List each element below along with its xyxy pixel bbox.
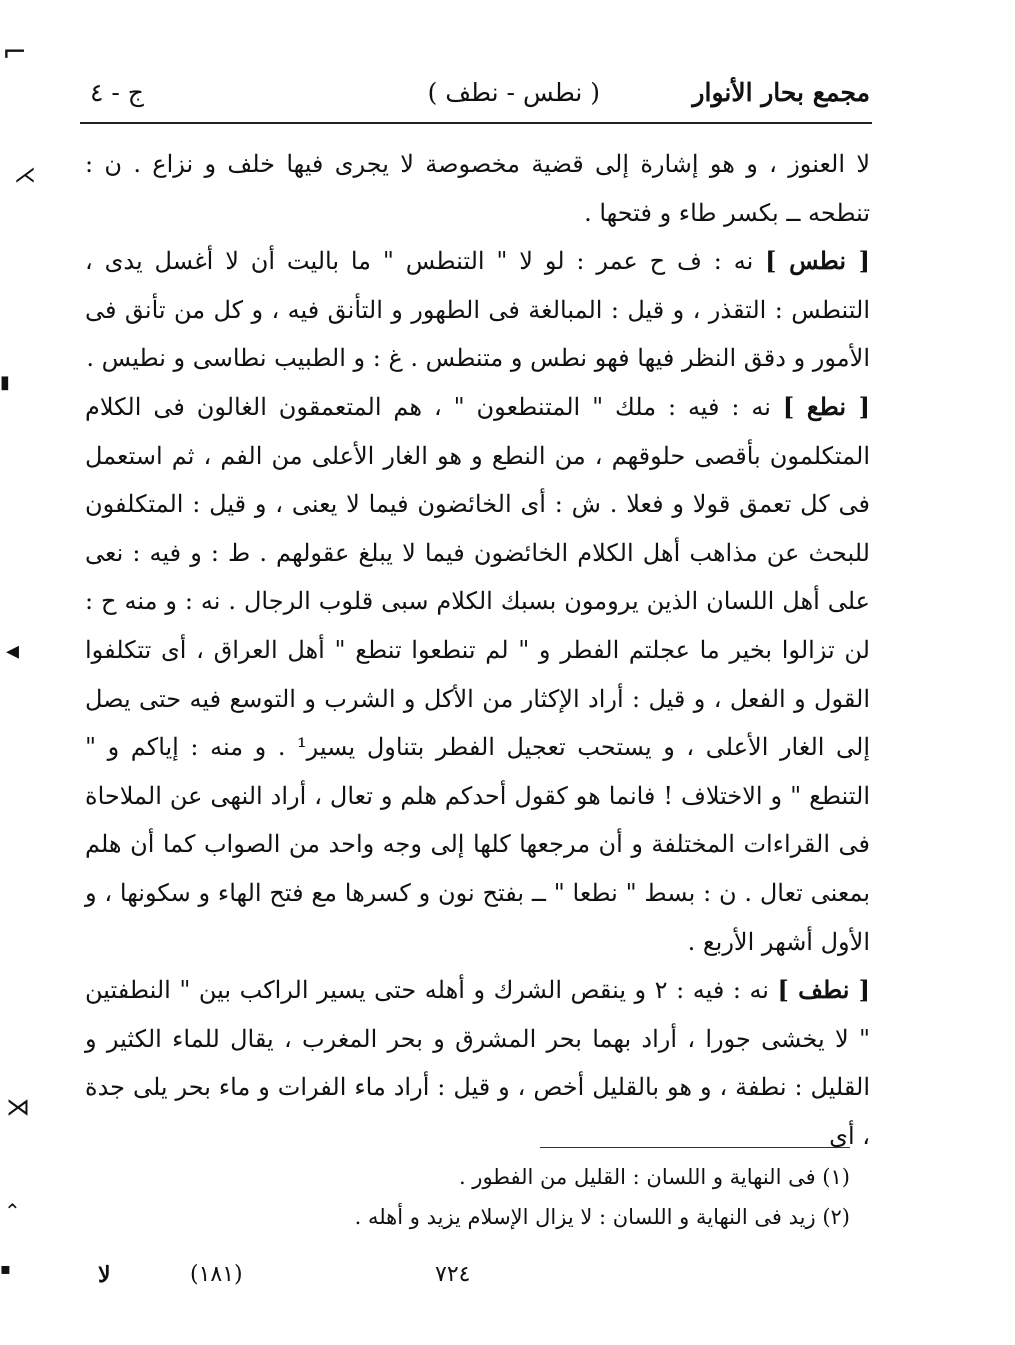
footnote-rule [540,1147,850,1148]
main-text [85,140,870,1160]
header-rule [80,122,872,124]
footnotes [85,1157,850,1237]
entry-nat [85,383,870,966]
volume-number: ج - ٤ [90,78,144,107]
entry-heading: [ نطع ] [782,391,870,421]
margin-mark-icon: ▪ [0,1259,11,1278]
signature-mark: لا [98,1262,111,1288]
entry-natf [85,966,870,1160]
margin-mark-icon: ⋌ [14,163,36,188]
entry-text: نه : فيه : ٢ و ينقص الشرك و أهله حتى يسير الراكب بين " النطفتين " لا يخشى جورا ، أراد بهما بحر المشرق و بحر المغرب ، يقال للماء الكثير و القليل : نطفة ، و هو بالقليل أخص ، و قيل : أراد ماء الفرات و ماء بحر يلى جدة ، أى [85,976,870,1150]
section-number: (١٨١) [190,1262,243,1287]
entry-heading: [ نطف ] [777,975,870,1005]
entry-nats [85,237,870,383]
paragraph-continuation: لا العنوز ، و هو إشارة إلى قضية مخصوصة لا يجرى فيها خلف و نزاع . ن : تنطحه ــ بكسر طاء و فتحها . [85,150,871,227]
footnote-1: (١) فى النهاية و اللسان : القليل من الفطور . [458,1165,850,1189]
entry-range: ( نطس - نطف ) [427,78,600,107]
entry-text: نه : فيه : ملك " المتنطعون " ، هم المتعمقون الغالون فى الكلام المتكلمون بأقصى حلوقهم ، من النطع و هو الغار الأعلى من الفم ، ثم استعمل فى كل تعمق قولا و فعلا . ش : أى الخائضون فيما لا يعنى ، و قيل : المتكلفون للبحث عن مذاهب أهل الكلام الخائضون فيما لا يبلغ عقولهم . ط : و فيه : نعى على أهل اللسان الذين يرومون بسبك الكلام سبى قلوب الرجال . نه : و منه ح : لن تزالوا بخير ما عجلتم الفطر و " لم تنطعوا تنطع " أهل العراق ، أى تتكلفوا القول و الفعل ، و قيل : أراد الإكثار من الأكل و الشرب و التوسع فيه حتى يصل إلى الغار الأعلى ، و يستحب تعجيل الفطر بتناول يسير¹ . و منه : إياكم و " التنطع " و الاختلاف ! فانما هو كقول أحدكم هلم و تعال ، أراد النهى عن الملاحاة فى القراءات المختلفة و أن مرجعها كلها إلى وجه واحد من الصواب كما أن هلم بمعنى تعال . ن : بسط " نطعا " ــ بفتح نون و كسرها مع فتح الهاء و سكونها ، و الأول أشهر الأربع . [85,392,870,956]
margin-mark-icon: ◂ [6,636,20,666]
footnote-2: (٢) زيد فى النهاية و اللسان : لا يزال الإسلام يزيد و أهله . [354,1205,850,1229]
margin-mark-icon: ⋊ [6,1093,30,1121]
margin-mark-icon: ⌐ [2,35,28,70]
running-header [80,70,870,120]
margin-mark-icon: ⌃ [4,1199,21,1223]
book-title: مجمع بحار الأنوار [692,78,870,107]
entry-heading: [ نطس ] [765,246,870,276]
page-number: ٧٢٤ [435,1262,471,1287]
entry-text: نه : ف ح عمر : لو لا " التنطس " ما باليت أن لا أغسل يدى ، التنطس : التقذر ، و قيل : المبالغة فى الطهور و التأنق فيه ، و كل من تأنق فى الأمور و دقق النظر فيها فهو نطس و متنطس . غ : و الطبيب نطاسى و نطيس . [85,247,870,373]
page-footer [80,1262,870,1302]
margin-mark-icon: ▮ [0,372,10,393]
